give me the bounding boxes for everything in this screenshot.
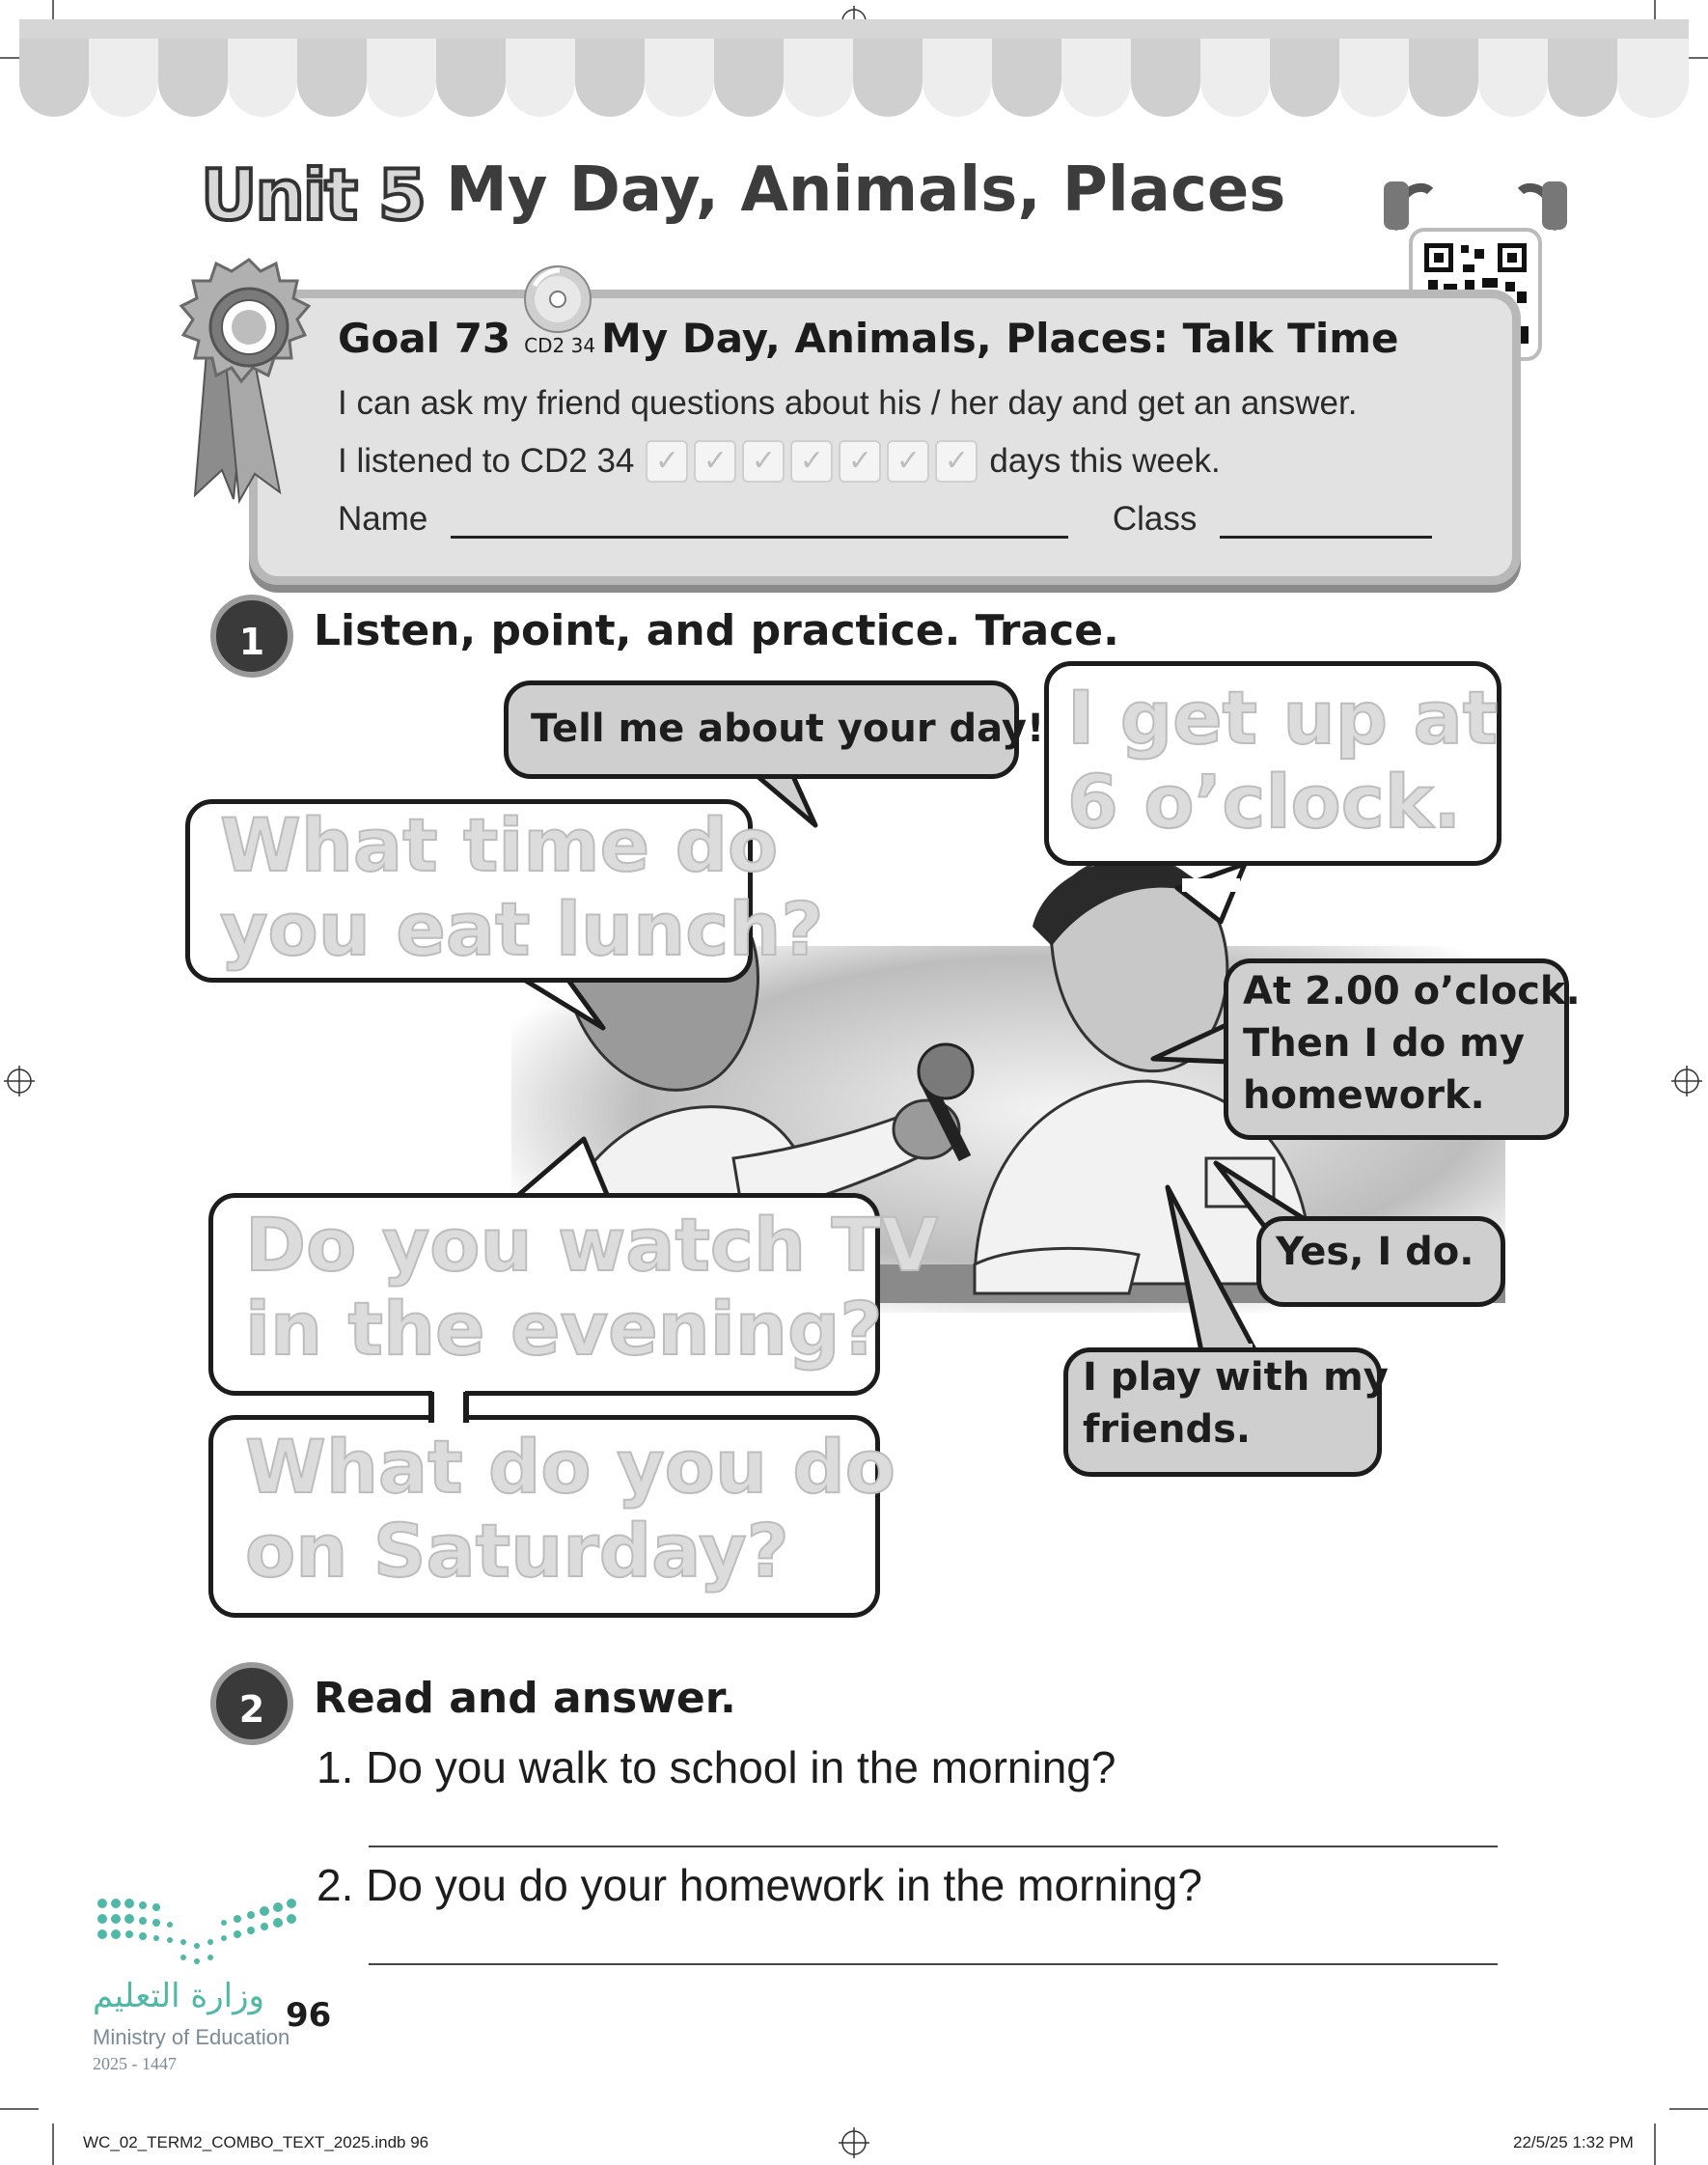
ministry-year: 2025 - 1447	[93, 2054, 177, 2073]
bubble-yes: Yes, I do.	[1276, 1230, 1474, 1274]
exercise-number: 2	[210, 1662, 293, 1745]
answer-line[interactable]	[369, 1963, 1498, 1965]
bubble-connector-edge	[463, 1392, 469, 1423]
day-tick-box[interactable]: ✓	[935, 440, 978, 483]
bubble-at-two	[1243, 965, 1581, 1122]
bubble-text-line: I play with my	[1083, 1355, 1389, 1400]
print-date-time: 22/5/25 1:32 PM	[1513, 2133, 1634, 2151]
bubble-text-line: homework.	[1243, 1073, 1485, 1118]
bubble-text-line: friends.	[1083, 1407, 1252, 1452]
question-text: Do you do your homework in the morning?	[366, 1860, 1202, 1910]
trace-text-line: in the evening?	[245, 1286, 883, 1373]
bubble-play	[1083, 1351, 1389, 1456]
answer-line[interactable]	[369, 1846, 1498, 1847]
day-tick-box[interactable]: ✓	[839, 440, 881, 483]
goal-title: My Day, Animals, Places: Talk Time	[601, 315, 1399, 362]
question-number: 2.	[317, 1860, 354, 1910]
exercise-2-instruction: Read and answer.	[314, 1674, 736, 1723]
listened-prefix: I listened to CD2 34	[338, 442, 635, 480]
ministry-english-name: Ministry of Education	[93, 2025, 290, 2049]
exercise-number: 1	[210, 595, 293, 678]
trace-text-line: you eat lunch?	[220, 886, 824, 973]
day-tick-box[interactable]: ✓	[742, 440, 785, 483]
bubble-tell-me: Tell me about your day!	[531, 707, 1045, 751]
exercise-1-instruction: Listen, point, and practice. Trace.	[314, 606, 1119, 655]
cd-track-label: CD2 34	[524, 334, 596, 357]
bubble-connector-edge	[428, 1392, 434, 1423]
question-1	[317, 1741, 1116, 1793]
bubble-text-line: Then I do my	[1243, 1021, 1525, 1066]
trace-get-up	[1067, 676, 1498, 845]
trace-text-line: What do you do	[245, 1424, 896, 1510]
print-file-name: WC_02_TERM2_COMBO_TEXT_2025.indb 96	[83, 2133, 429, 2151]
trace-text-line: What time do	[220, 802, 779, 888]
can-do-statement: I can ask my friend questions about his / her day and get an answer.	[338, 384, 1358, 422]
day-tick-box[interactable]: ✓	[790, 440, 833, 483]
ministry-logo-icon	[93, 1892, 305, 1969]
name-label: Name	[338, 500, 428, 538]
trace-tv	[245, 1203, 938, 1372]
day-tick-box[interactable]: ✓	[887, 440, 929, 483]
question-2	[317, 1859, 1202, 1911]
trace-lunch	[220, 803, 823, 972]
goal-label: Goal 73	[338, 315, 511, 362]
question-number: 1.	[317, 1742, 354, 1792]
page-number: 96	[286, 1996, 332, 2035]
unit-title: My Day, Animals, Places	[446, 154, 1286, 226]
trace-text-line: on Saturday?	[245, 1508, 789, 1595]
class-label: Class	[1112, 500, 1198, 538]
trace-text-line: 6 o’clock.	[1067, 759, 1462, 846]
unit-badge: Unit 5	[201, 154, 425, 236]
trace-text-line: Do you watch TV	[245, 1202, 939, 1288]
trace-saturday	[245, 1425, 895, 1594]
bubble-connector	[432, 1390, 465, 1423]
ministry-arabic-name: وزارة التعليم	[93, 1977, 264, 2015]
day-tick-box[interactable]: ✓	[694, 440, 736, 483]
bubble-text-line: At 2.00 o’clock.	[1243, 969, 1581, 1013]
trace-text-line: I get up at	[1067, 675, 1499, 761]
day-tick-box[interactable]: ✓	[646, 440, 688, 483]
question-text: Do you walk to school in the morning?	[366, 1742, 1116, 1792]
listened-suffix: days this week.	[989, 442, 1221, 480]
